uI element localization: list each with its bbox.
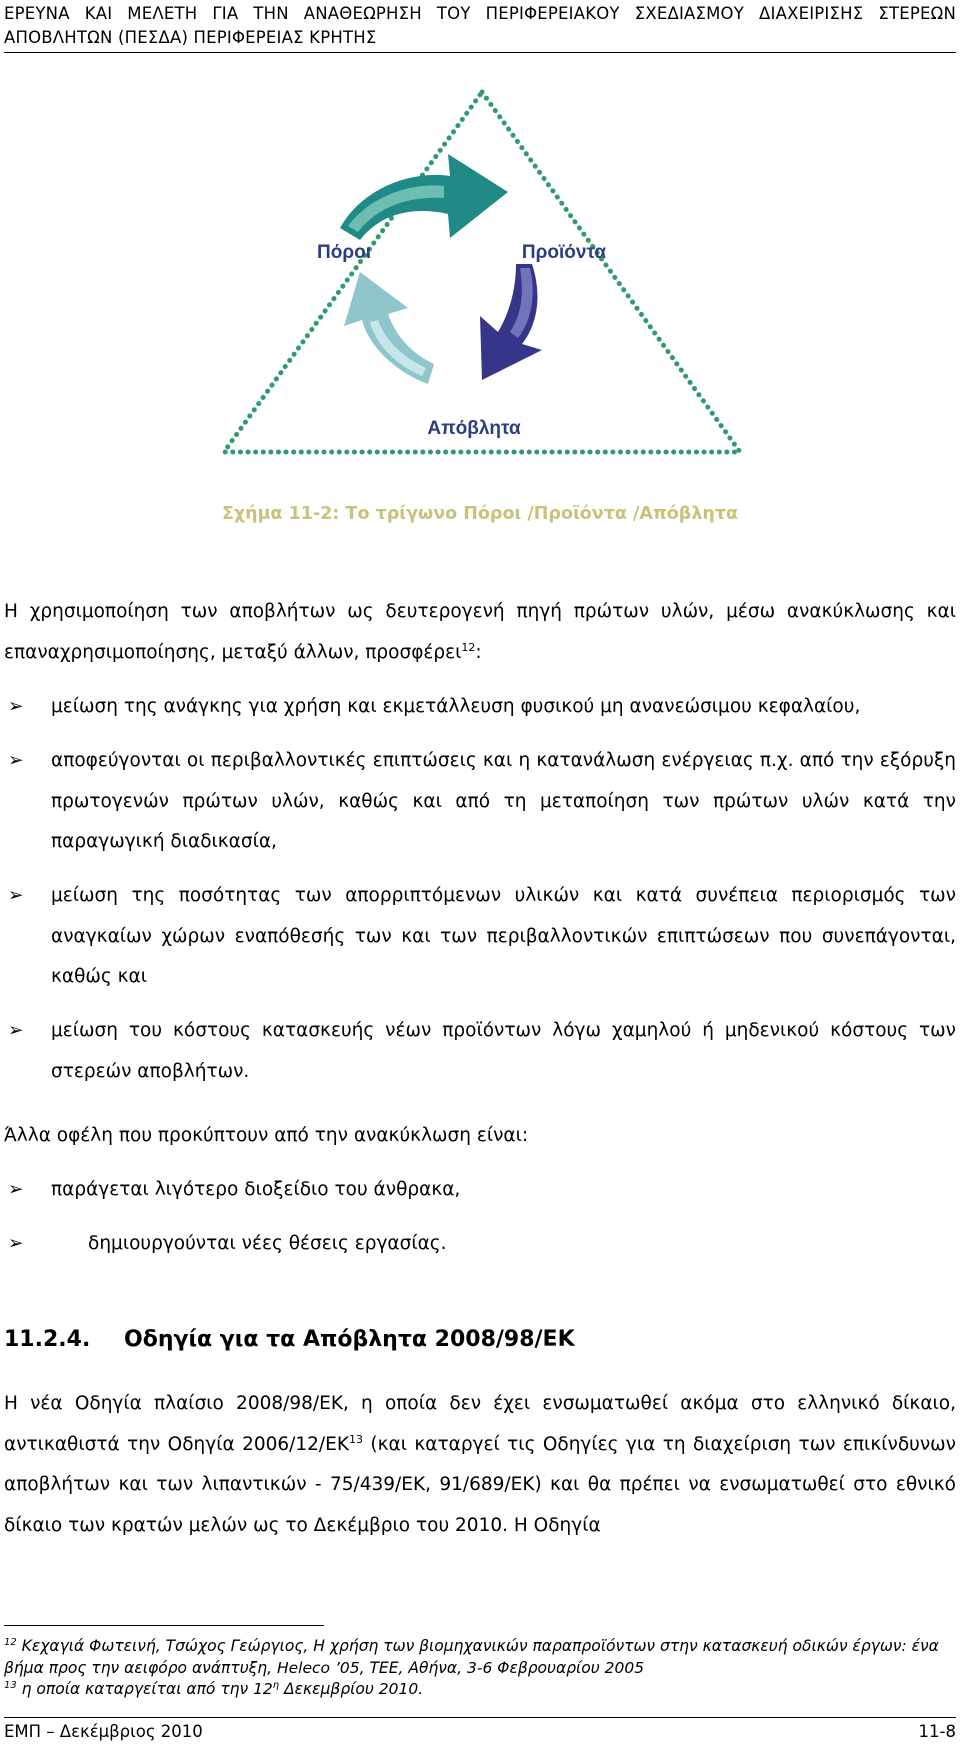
footnote-text-tail: Δεκεμβρίου 2010. xyxy=(279,1680,424,1698)
label-products: Προϊόντα xyxy=(521,242,607,263)
section-paragraph-part1: Η νέα Οδηγία πλαίσιο 2008/98/ΕΚ, η οποία δεν έχει ενσωματωθεί ακόμα στο ελληνικό δίκαιο, αντικαθιστά την Οδηγία 2006/12/ΕΚ xyxy=(4,1393,956,1455)
bullet-arrow-icon: ➢ xyxy=(8,885,24,906)
right-curved-arrow xyxy=(480,264,542,380)
figure-caption: Σχήμα 11-2: Το τρίγωνο Πόροι /Προϊόντα /Απόβλητα xyxy=(221,504,739,524)
bullet-text: δημιουργούνται νέες θέσεις εργασίας. xyxy=(88,1233,447,1254)
bullet-text: παράγεται λιγότερο διοξείδιο του άνθρακα, xyxy=(51,1179,461,1200)
header-rule xyxy=(4,52,956,53)
bullet-item xyxy=(4,741,956,863)
footnote-text: η οποία καταργείται από την 12 xyxy=(21,1680,273,1698)
bullet-text: μείωση της ποσότητας των απορριπτόμενων υλικών και κατά συνέπεια περιορισμός των αναγκαίων χώρων εναπόθεσής των και των περιβαλλοντικών επιπτώσεων που συνεπάγονται, καθώς και xyxy=(51,885,956,987)
bullet-text: μείωση του κόστους κατασκευής νέων προϊόντων λόγω χαμηλού ή μηδενικού κόστους των στερεών αποβλήτων. xyxy=(51,1020,956,1082)
bullet-item xyxy=(4,876,956,998)
footnote-12 xyxy=(4,1636,956,1679)
footnote-ref-13: 13 xyxy=(349,1432,363,1446)
dotted-triangle-outline xyxy=(224,92,740,452)
section-number: 11.2.4. xyxy=(4,1327,91,1352)
resources-products-waste-triangle xyxy=(212,88,752,464)
label-waste: Απόβλητα xyxy=(427,418,521,439)
other-benefits-intro: Άλλα οφέλη που προκύπτουν από την ανακύκλωση είναι: xyxy=(4,1125,529,1146)
section-paragraph xyxy=(4,1384,956,1546)
footnote-number: 12 xyxy=(4,1636,17,1648)
footer-org-date: ΕΜΠ – Δεκέμβριος 2010 xyxy=(4,1722,203,1741)
bullet-arrow-icon: ➢ xyxy=(8,1020,24,1041)
bullet-arrow-icon: ➢ xyxy=(8,696,24,717)
footnotes xyxy=(4,1636,956,1701)
footnote-separator xyxy=(4,1625,324,1626)
bullet-text: μείωση της ανάγκης για χρήση και εκμετάλλευση φυσικού μη ανανεώσιμου κεφαλαίου, xyxy=(51,696,861,717)
bullet-arrow-icon: ➢ xyxy=(8,750,24,771)
intro-paragraph xyxy=(4,592,956,673)
section-title: Οδηγία για τα Απόβλητα 2008/98/ΕΚ xyxy=(124,1327,575,1352)
label-resources: Πόροι xyxy=(317,242,371,263)
section-paragraph-part2: (και καταργεί τις Οδηγίες για τη διαχείριση των επικίνδυνων αποβλήτων και των λιπαντικών - 75/439/ΕΚ, 91/689/ΕΚ) και θα πρέπει να ενσωματωθεί στο εθνικό δίκαιο των κρατών μελών ως το Δεκέμβριο του 2010. Η Οδηγία xyxy=(4,1433,957,1536)
section-heading xyxy=(4,1327,575,1352)
footnote-number: 13 xyxy=(4,1679,17,1691)
footnote-ordinal: η xyxy=(272,1679,280,1691)
footnote-ref-12: 12 xyxy=(461,640,476,654)
footer-rule xyxy=(4,1717,956,1718)
bullet-item xyxy=(4,1224,956,1265)
page-number: 11-8 xyxy=(918,1722,956,1741)
bullet-text: αποφεύγονται οι περιβαλλοντικές επιπτώσεις και η κατανάλωση ενέργειας π.χ. από την εξόρυξη πρωτογενών πρώτων υλών, καθώς και από τη μεταποίηση των πρώτων υλών κατά την παραγωγική διαδικασία, xyxy=(51,750,956,852)
intro-tail: : xyxy=(475,641,482,663)
page-header: ΕΡΕΥΝΑ ΚΑΙ ΜΕΛΕΤΗ ΓΙΑ ΤΗΝ ΑΝΑΘΕΩΡΗΣΗ ΤΟΥ ΠΕΡΙΦΕΡΕΙΑΚΟΥ ΣΧΕΔΙΑΣΜΟΥ ΔΙΑΧΕΙΡΙΣΗΣ ΣΤΕΡΕΩΝ ΑΠΟΒΛΗΤΩΝ (ΠΕΣΔΑ) ΠΕΡΙΦΕΡΕΙΑΣ ΚΡΗΤΗΣ xyxy=(4,4,956,47)
bullet-arrow-icon: ➢ xyxy=(8,1179,24,1200)
footnote-13 xyxy=(4,1679,956,1701)
bullet-item xyxy=(4,1170,956,1211)
intro-text: Η χρησιμοποίηση των αποβλήτων ως δευτερογενή πηγή πρώτων υλών, μέσω ανακύκλωσης και επαναχρησιμοποίησης, μεταξύ άλλων, προσφέρει xyxy=(4,601,956,663)
bullet-arrow-icon: ➢ xyxy=(8,1233,24,1254)
footnote-text: Κεχαγιά Φωτεινή, Τσώχος Γεώργιος, Η χρήση των βιομηχανικών παραπροϊόντων στην κατασκευή οδικών έργων: ένα βήμα προς την αειφόρο ανάπτυξη, Heleco ’05, ΤΕΕ, Αθήνα, 3-6 Φεβρουαρίου 2005 xyxy=(4,1637,939,1677)
bullet-item xyxy=(4,687,956,728)
bullet-item xyxy=(4,1011,956,1092)
